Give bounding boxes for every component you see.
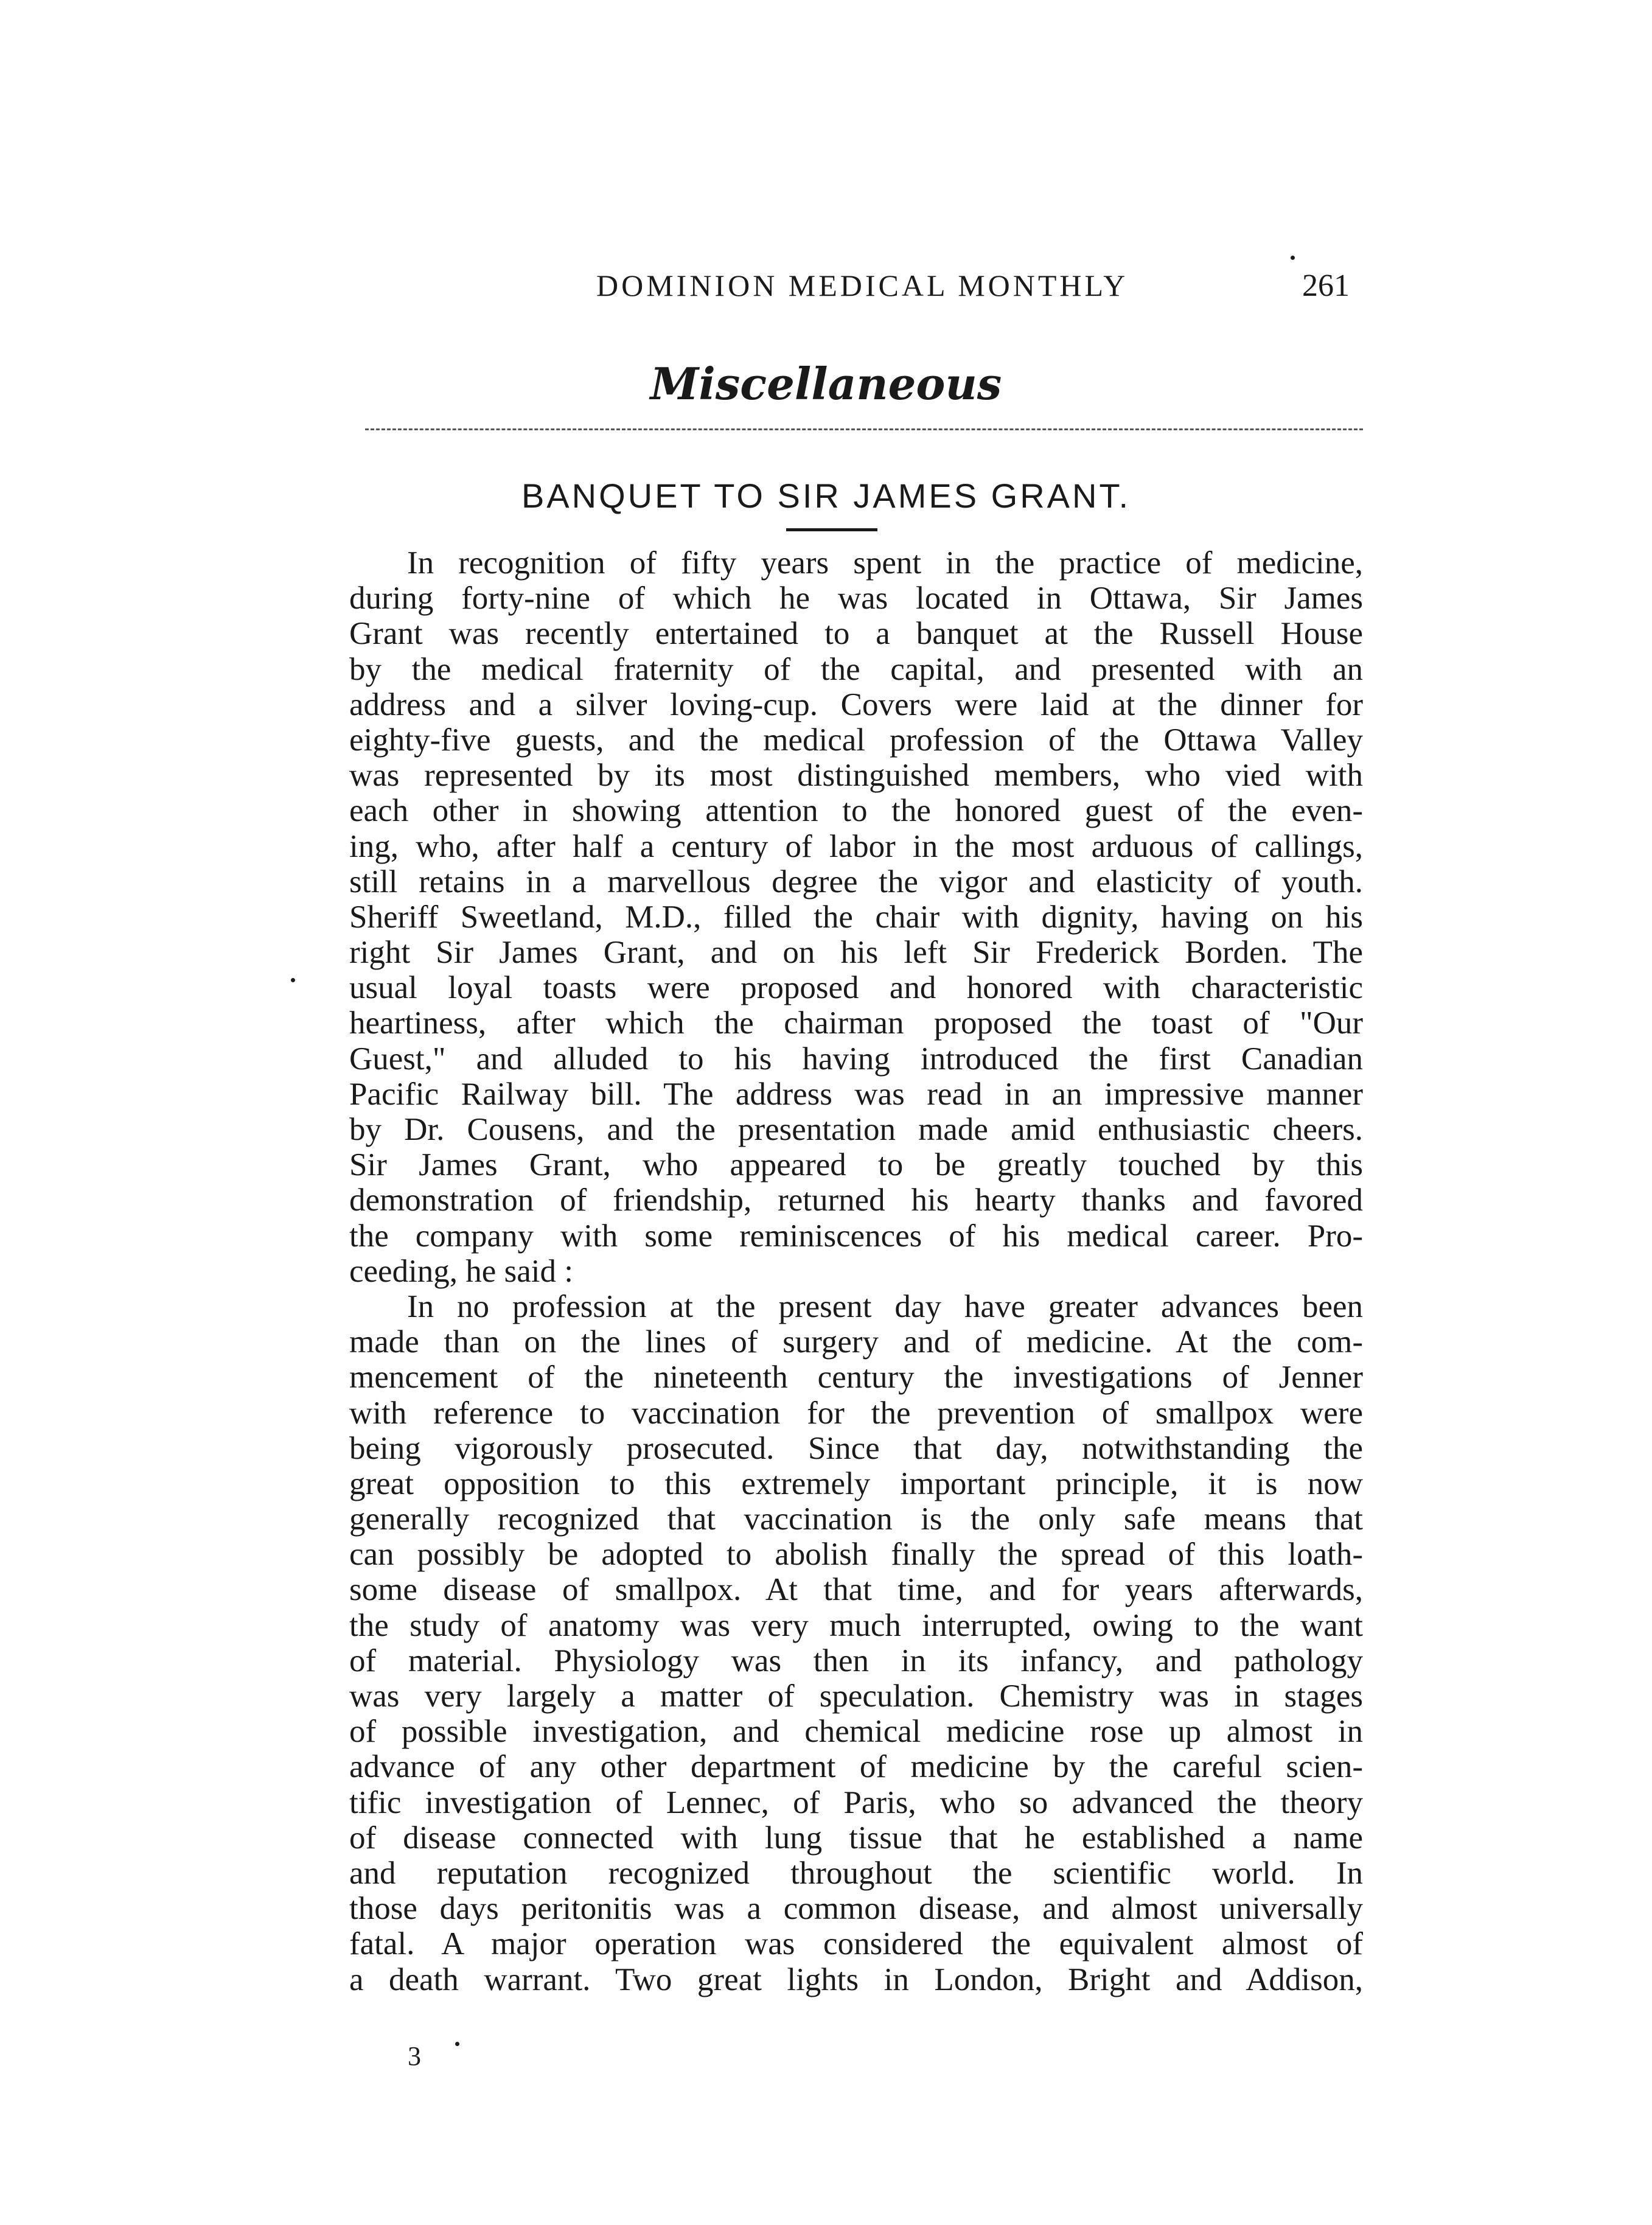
article-title: BANQUET TO SIR JAMES GRANT.	[521, 477, 1131, 515]
text-line: by Dr. Cousens, and the presentation made amid enthusiastic cheers.	[349, 1112, 1363, 1147]
signature-dot	[455, 2042, 459, 2046]
text-line: some disease of smallpox. At that time, and for years afterwards,	[349, 1572, 1363, 1608]
text-line: generally recognized that vaccination is the only safe means that	[349, 1501, 1363, 1537]
text-line: and reputation recognized throughout the scientific world. In	[349, 1855, 1363, 1891]
text-line: right Sir James Grant, and on his left Sir Frederick Borden. The	[349, 935, 1363, 971]
text-line: of disease connected with lung tissue that he established a name	[349, 1820, 1363, 1856]
text-line: Sir James Grant, who appeared to be greatly touched by this	[349, 1147, 1363, 1183]
text-line: of possible investigation, and chemical medicine rose up almost in	[349, 1714, 1363, 1750]
running-header: DOMINION MEDICAL MONTHLY	[596, 268, 1129, 302]
text-line: eighty-five guests, and the medical profession of the Ottawa Valley	[349, 722, 1363, 758]
text-line: advance of any other department of medicine by the careful scien-	[349, 1749, 1363, 1785]
text-line: still retains in a marvellous degree the vigor and elasticity of youth.	[349, 864, 1363, 899]
text-line: by the medical fraternity of the capital, and presented with an	[349, 651, 1363, 687]
text-line: fatal. A major operation was considered the equivalent almost of	[349, 1926, 1363, 1962]
text-line: being vigorously prosecuted. Since that day, notwithstanding the	[349, 1430, 1363, 1466]
text-line: heartiness, after which the chairman proposed the toast of "Our	[349, 1005, 1363, 1041]
text-line: was represented by its most distinguished members, who vied with	[349, 758, 1363, 794]
text-line: made than on the lines of surgery and of medicine. At the com-	[349, 1324, 1363, 1360]
signature-mark: 3	[408, 2041, 421, 2071]
text-line: mencement of the nineteenth century the investigations of Jenner	[349, 1360, 1363, 1395]
text-line: with reference to vaccination for the prevention of smallpox were	[349, 1395, 1363, 1431]
text-line: of material. Physiology was then in its infancy, and pathology	[349, 1643, 1363, 1678]
text-line: usual loyal toasts were proposed and honored with characteristic	[349, 970, 1363, 1006]
text-line: the company with some reminiscences of his medical career. Pro-	[349, 1218, 1363, 1254]
text-line: address and a silver loving-cup. Covers were laid at the dinner for	[349, 686, 1363, 722]
title-rule	[786, 528, 877, 531]
text-line: can possibly be adopted to abolish finally the spread of this loath-	[349, 1537, 1363, 1573]
text-line: In no profession at the present day have greater advances been	[407, 1288, 1363, 1324]
section-rule	[365, 428, 1363, 430]
text-line: In recognition of fifty years spent in the practice of medicine,	[407, 545, 1363, 581]
text-line: Grant was recently entertained to a banquet at the Russell House	[349, 616, 1363, 652]
page-number: 261	[1302, 268, 1350, 303]
text-line: was very largely a matter of speculation. Chemistry was in stages	[349, 1678, 1363, 1714]
text-line: Sheriff Sweetland, M.D., filled the chair with dignity, having on his	[349, 899, 1363, 935]
article-body	[349, 545, 1363, 1997]
text-line: a death warrant. Two great lights in London, Bright and Addison,	[349, 1961, 1363, 1997]
text-line: Pacific Railway bill. The address was read in an impressive manner	[349, 1076, 1363, 1112]
text-line: during forty-nine of which he was located in Ottawa, Sir James	[349, 581, 1363, 617]
text-line: tific investigation of Lennec, of Paris, who so advanced the theory	[349, 1784, 1363, 1820]
text-line: ceeding, he said :	[349, 1253, 573, 1289]
text-line: demonstration of friendship, returned his hearty thanks and favored	[349, 1182, 1363, 1218]
text-line: the study of anatomy was very much interrupted, owing to the want	[349, 1607, 1363, 1643]
section-heading: Miscellaneous	[650, 358, 1002, 410]
text-line: each other in showing attention to the honored guest of the even-	[349, 793, 1363, 829]
text-line: Guest," and alluded to his having introduced the first Canadian	[349, 1041, 1363, 1077]
text-line: ing, who, after half a century of labor in the most arduous of callings,	[349, 828, 1363, 864]
text-line: those days peritonitis was a common disease, and almost universally	[349, 1891, 1363, 1927]
margin-dot	[291, 978, 295, 982]
header-dot	[1291, 256, 1295, 260]
text-line: great opposition to this extremely important principle, it is now	[349, 1465, 1363, 1501]
